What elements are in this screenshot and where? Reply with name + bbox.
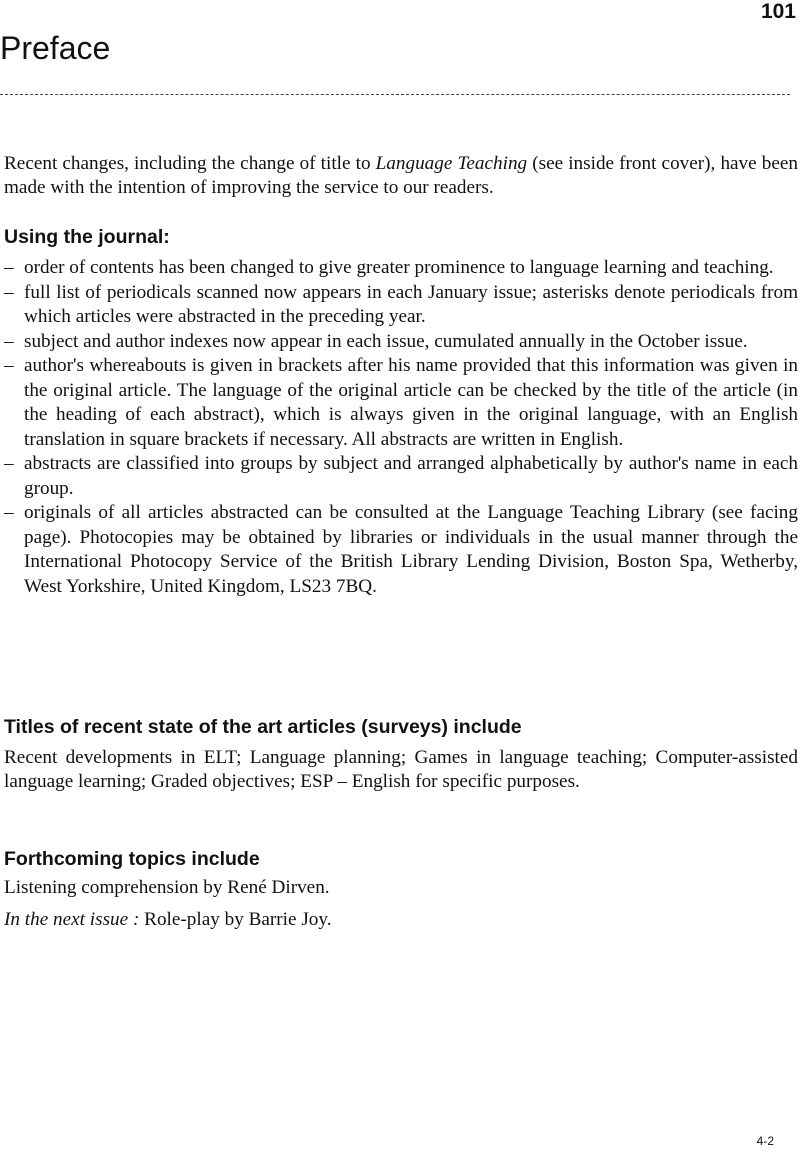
surveys-heading: Titles of recent state of the art articles (surveys) include xyxy=(4,716,522,738)
title-rule xyxy=(0,94,790,95)
list-item-text: abstracts are classified into groups by subject and arranged alphabetically by author's name in each group. xyxy=(24,453,798,499)
forthcoming-heading: Forthcoming topics include xyxy=(4,848,260,870)
forthcoming-line-2 xyxy=(4,908,798,932)
using-heading: Using the journal: xyxy=(4,226,170,248)
list-item xyxy=(4,354,798,452)
dash-marker: – xyxy=(4,502,14,523)
dash-marker: – xyxy=(4,453,14,474)
intro-paragraph xyxy=(4,152,798,200)
dash-marker: – xyxy=(4,355,14,376)
page-title: Preface xyxy=(0,30,111,66)
next-issue-text: Role-play by Barrie Joy. xyxy=(139,909,332,930)
list-item-text: subject and author indexes now appear in each issue, cumulated annually in the October issue. xyxy=(24,330,748,352)
list-item-text: originals of all articles abstracted can be consulted at the Language Teaching Library (see facing page). Photocopies may be obtained by libraries or individuals in the usual manner through the International Photocopy Service of the British Library Lending Division, Boston Spa, Wetherby, West Yorkshire, United Kingdom, LS23 7BQ. xyxy=(24,502,798,597)
page-number: 101 xyxy=(760,0,796,23)
using-list xyxy=(4,256,798,599)
intro-text-before: Recent changes, including the change of title to xyxy=(4,153,376,174)
forthcoming-line-1: Listening comprehension by René Dirven. xyxy=(4,877,330,898)
dash-marker: – xyxy=(4,330,14,352)
next-issue-label: In the next issue : xyxy=(4,909,140,930)
list-item xyxy=(4,281,798,330)
dash-marker: – xyxy=(4,281,14,303)
list-item-text: full list of periodicals scanned now appears in each January issue; asterisks denote periodicals from which articles were abstracted in the preceding year. xyxy=(24,281,798,327)
intro-text-after: (see inside front cover), have been made with the intention of improving the service to our readers. xyxy=(4,153,798,198)
surveys-paragraph: Recent developments in ELT; Language planning; Games in language teaching; Computer-assisted language learning; Graded objectives; ESP – English for specific purposes. xyxy=(4,747,798,792)
list-item xyxy=(4,501,798,599)
list-item-text: author's whereabouts is given in brackets after his name provided that this information was given in the original article. The language of the original article can be checked by the title of the article (in the heading of each abstract), which is always given in the original language, with an English translation in square brackets if necessary. All abstracts are written in English. xyxy=(24,355,798,450)
list-item xyxy=(4,256,798,281)
intro-journal-title: Language Teaching xyxy=(375,153,528,174)
dash-marker: – xyxy=(4,257,14,278)
footer-code: 4-2 xyxy=(756,1134,774,1148)
list-item xyxy=(4,452,798,501)
list-item-text: order of contents has been changed to give greater prominence to language learning and teaching. xyxy=(24,257,774,278)
list-item xyxy=(4,330,798,355)
